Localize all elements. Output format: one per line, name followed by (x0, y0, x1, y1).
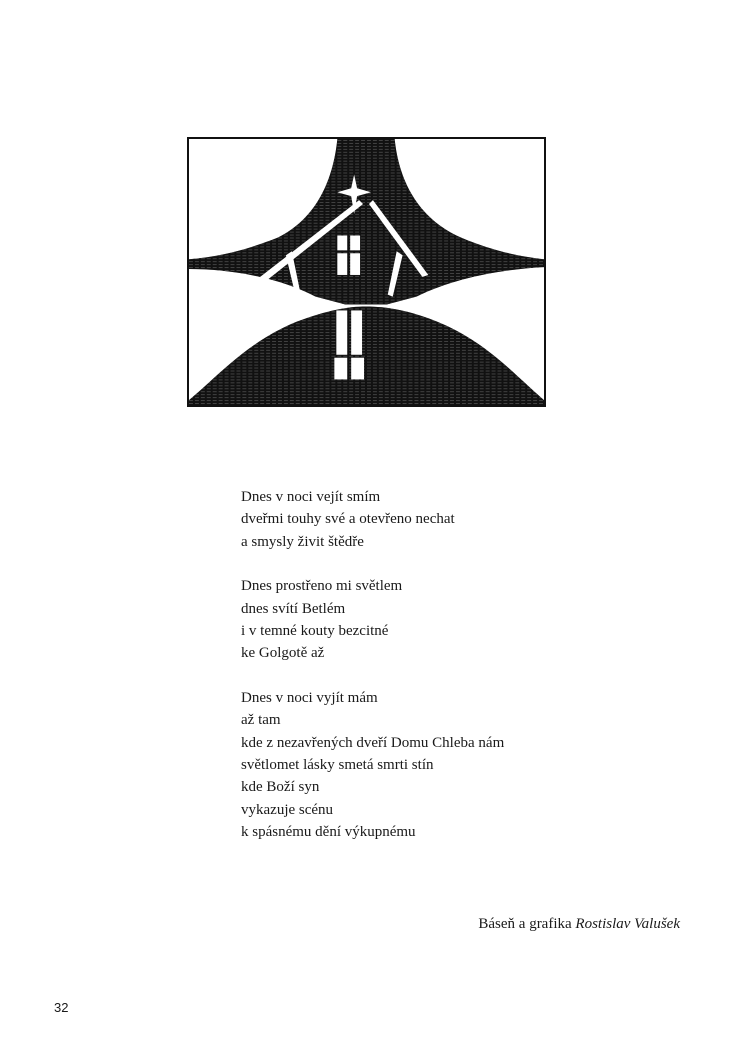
poem-line: dnes svítí Betlém (241, 600, 346, 617)
poem-line: Dnes prostřeno mi světlem (241, 578, 403, 595)
poem-line: vykazuje scénu (241, 801, 334, 818)
poem-line: Dnes v noci vyjít mám (241, 689, 378, 706)
credit-prefix: Báseň a grafika (478, 916, 576, 932)
poem-line: kde Boží syn (241, 779, 320, 796)
poem-line: i v temné kouty bezcitné (241, 623, 389, 640)
poem-line: dveřmi touhy své a otevřeno nechat (241, 511, 455, 528)
poem-stanza-1 (241, 486, 681, 553)
credit-author: Rostislav Valušek (575, 916, 680, 932)
poem-stanza-3 (241, 687, 681, 844)
poem-line: k spásnému dění výkupnému (241, 824, 416, 841)
poem-line: až tam (241, 712, 281, 729)
poem-line: světlomet lásky smetá smrti stín (241, 757, 434, 774)
page-number: 32 (54, 1000, 69, 1015)
poem (241, 486, 681, 866)
poem-line: ke Golgotě až (241, 645, 325, 662)
woodcut-illustration (187, 137, 546, 407)
poem-stanza-2 (241, 575, 681, 665)
credit-line (478, 916, 680, 933)
poem-line: a smysly živit štědře (241, 533, 364, 550)
poem-line: kde z nezavřených dveří Domu Chleba nám (241, 734, 505, 751)
poem-line: Dnes v noci vejít smím (241, 489, 381, 505)
house-star-woodcut-graphic (189, 139, 544, 405)
